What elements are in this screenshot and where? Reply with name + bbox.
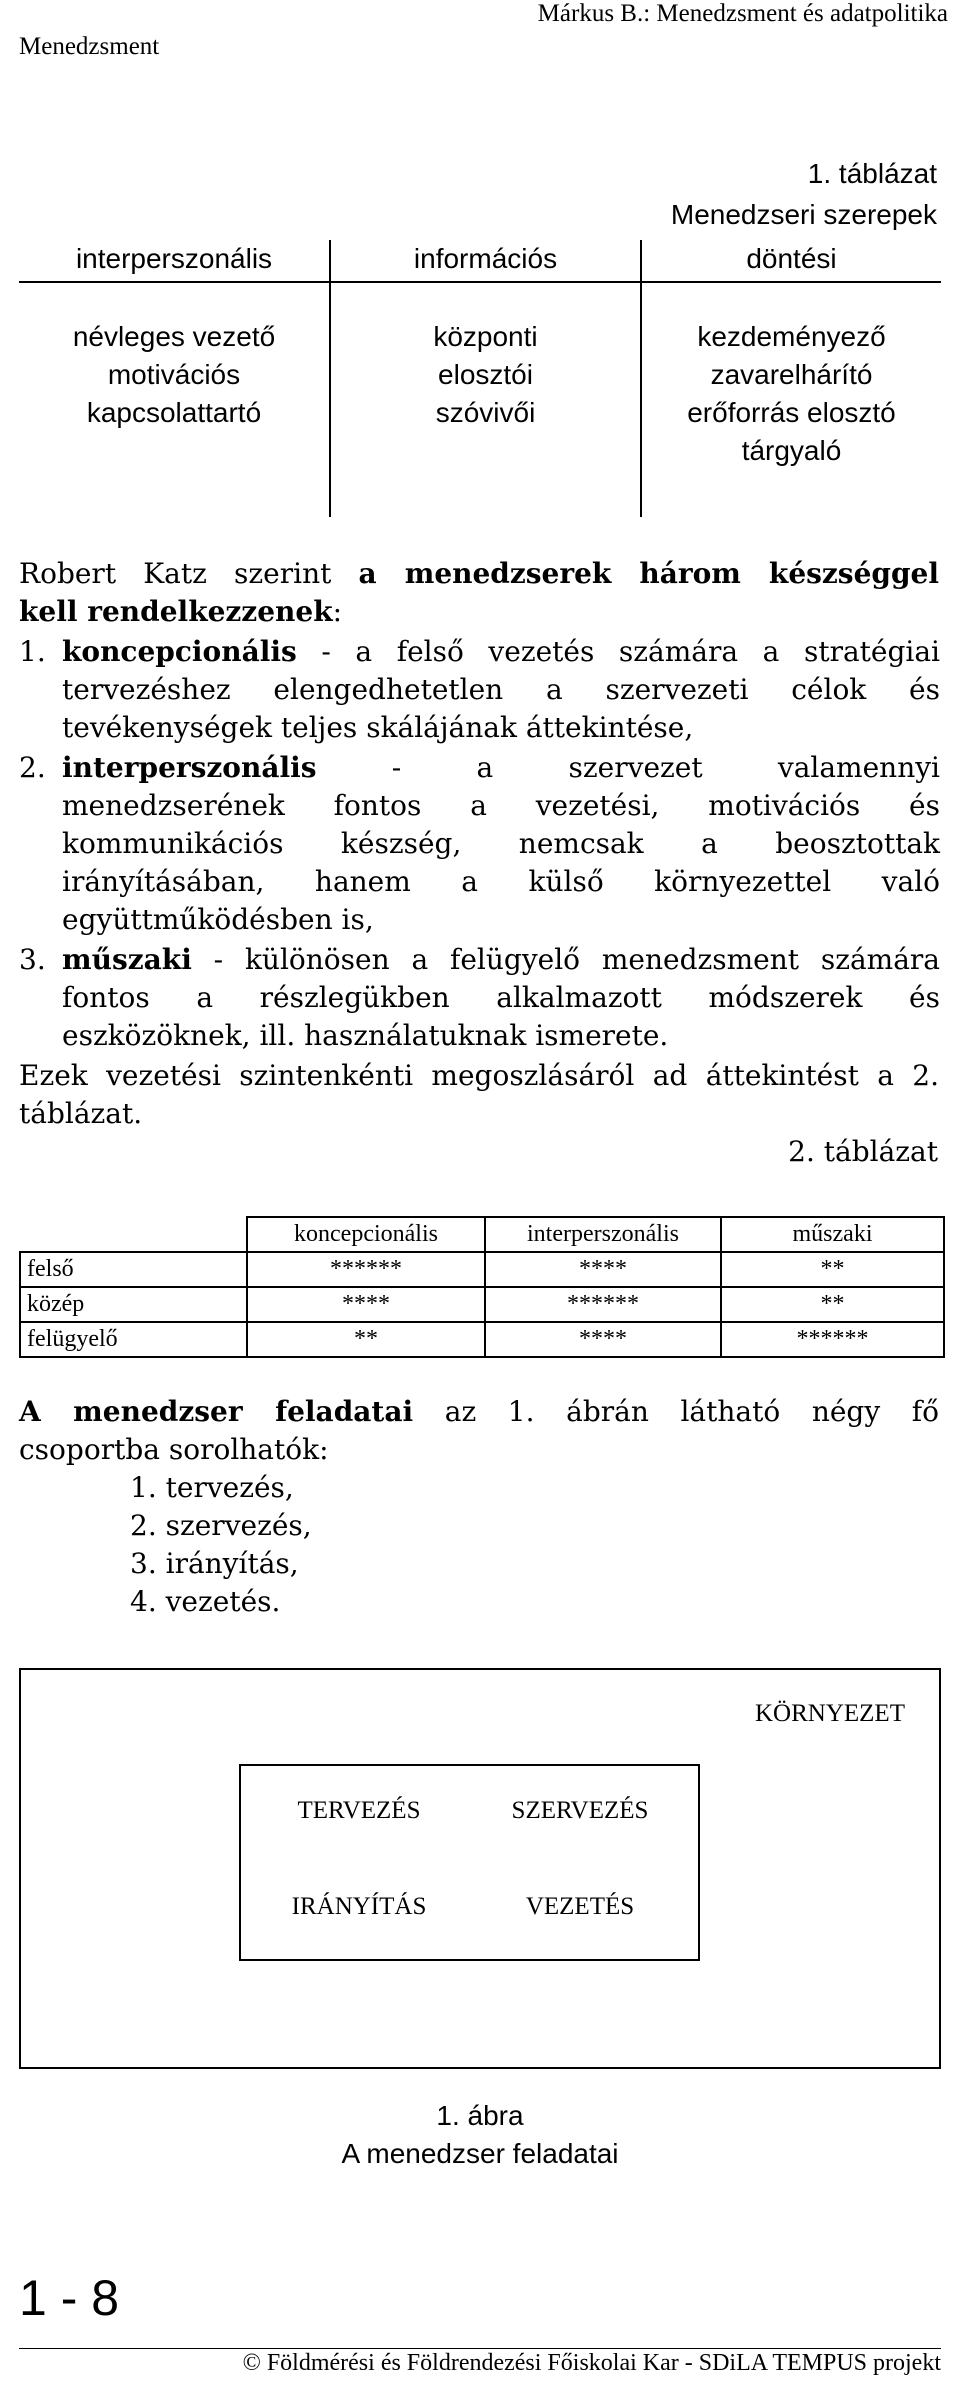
table1-col-interpersonal <box>19 318 329 432</box>
katz-intro-bold-2: kell rendelkezzenek <box>19 595 333 628</box>
skill-number: 2. <box>19 751 46 784</box>
task-label: SZERVEZÉS <box>511 1797 649 1824</box>
katz-intro-line2 <box>19 593 939 631</box>
table1-role: elosztói <box>438 359 533 390</box>
figure-title: A menedzser feladatai <box>341 2138 619 2169</box>
figure-number: 1. ábra <box>436 2100 524 2131</box>
list-item: 4. vezetés. <box>130 1585 281 1618</box>
table-cell: **** <box>485 1252 721 1287</box>
table2-caption: 2. táblázat <box>788 1135 938 1168</box>
katz-intro-bold: a menedzserek három készséggel <box>358 557 939 590</box>
tasks-box <box>239 1764 700 1961</box>
skill-name: interperszonális <box>62 751 317 784</box>
table1-role: központi <box>433 321 538 352</box>
colon: : <box>332 595 343 628</box>
skill-text: - a szervezet valamennyi <box>316 751 940 784</box>
table-header-row <box>20 1217 944 1252</box>
table1-header-decisional: döntési <box>746 243 837 274</box>
table1-role: erőforrás elosztó <box>687 397 896 428</box>
skill-line: irányításában, hanem a külső környezettel való <box>62 865 940 898</box>
row-label: közép <box>20 1287 247 1322</box>
column-header: műszaki <box>721 1217 944 1252</box>
table1-header-rule <box>19 281 941 283</box>
summary-line1: Ezek vezetési szintenkénti megoszlásáról ad áttekintést a 2. <box>19 1059 939 1092</box>
skill-line: menedzserének fontos a vezetési, motivációs és <box>62 789 940 822</box>
skill-line: tevékenységek teljes skálájának áttekintése, <box>62 711 694 744</box>
environment-label: KÖRNYEZET <box>755 1700 905 1727</box>
task-label: VEZETÉS <box>525 1893 635 1920</box>
tasks-text: az 1. ábrán látható négy fő <box>413 1395 939 1428</box>
skill-line: fontos a részlegükben alkalmazott módszerek és <box>62 981 940 1014</box>
skill-text: - a felső vezetés számára a stratégiai <box>296 635 940 668</box>
skill-line: kommunikációs készség, nemcsak a beosztottak <box>62 827 940 860</box>
table1-role: névleges vezető <box>72 321 276 352</box>
list-item: 3. irányítás, <box>130 1547 299 1580</box>
footer-text: © Földmérési és Földrendezési Főiskolai Kar - SDiLA TEMPUS projekt <box>242 2350 941 2376</box>
skill-name: műszaki <box>62 943 192 976</box>
list-item: 1. tervezés, <box>130 1471 294 1504</box>
skill-name: koncepcionális <box>62 635 297 668</box>
table1-role: tárgyaló <box>741 435 842 466</box>
tasks-intro-line2: csoportba sorolhatók: <box>19 1433 329 1466</box>
table1-header-informational: információs <box>413 243 558 274</box>
table-cell: ** <box>721 1252 944 1287</box>
column-header: interperszonális <box>485 1217 721 1252</box>
table1-title: Menedzseri szerepek <box>670 199 937 230</box>
table1-number: 1. táblázat <box>807 158 937 189</box>
skill-line <box>62 749 940 787</box>
table1-role: szóvivői <box>435 397 536 428</box>
row-label: felügyelő <box>20 1322 247 1357</box>
katz-intro-plain: Robert Katz szerint <box>19 557 359 590</box>
table1-role: zavarelhárító <box>710 359 873 390</box>
skill-line: együttműködésben is, <box>62 903 374 936</box>
skill-line: eszközöknek, ill. használatuknak ismerete. <box>62 1019 669 1052</box>
table-row <box>20 1322 944 1357</box>
katz-intro-line1 <box>19 555 939 593</box>
table1-col-decisional <box>642 318 941 470</box>
skill-line: tervezéshez elengedhetetlen a szervezeti célok és <box>62 673 940 706</box>
running-header-title: Márkus B.: Menedzsment és adatpolitika <box>537 0 948 27</box>
table-row <box>20 1287 944 1322</box>
skill-number: 3. <box>19 943 46 976</box>
task-label: TERVEZÉS <box>297 1797 421 1824</box>
table-cell: ****** <box>485 1287 721 1322</box>
tasks-intro-line1 <box>19 1393 939 1431</box>
skills-distribution-table <box>19 1216 945 1358</box>
table1-role: kezdeményező <box>697 321 886 352</box>
row-label: felső <box>20 1252 247 1287</box>
tasks-list <box>130 1469 312 1621</box>
task-label: IRÁNYÍTÁS <box>291 1893 427 1920</box>
running-header-section: Menedzsment <box>19 33 160 60</box>
summary-line2: táblázat. <box>19 1097 143 1130</box>
skill-number: 1. <box>19 635 46 668</box>
table-cell: **** <box>247 1287 485 1322</box>
table1-col-informational <box>331 318 640 432</box>
table-cell: ** <box>721 1287 944 1322</box>
table-cell: **** <box>485 1322 721 1357</box>
skill-line <box>62 633 940 671</box>
skill-text: - különösen a felügyelő menedzsment számára <box>191 943 940 976</box>
list-item: 2. szervezés, <box>130 1509 312 1542</box>
skill-line <box>62 941 940 979</box>
column-header: koncepcionális <box>247 1217 485 1252</box>
table1-header-interpersonal: interperszonális <box>75 243 273 274</box>
tasks-bold: A menedzser feladatai <box>19 1395 414 1428</box>
table-cell: ****** <box>247 1252 485 1287</box>
table1-role: kapcsolattartó <box>86 397 262 428</box>
table1-role: motivációs <box>107 359 241 390</box>
table-cell: ** <box>247 1322 485 1357</box>
footer-rule <box>19 2348 941 2349</box>
table-cell: ****** <box>721 1322 944 1357</box>
table-corner <box>20 1217 247 1252</box>
table-row <box>20 1252 944 1287</box>
page-number: 1 - 8 <box>19 2270 120 2326</box>
